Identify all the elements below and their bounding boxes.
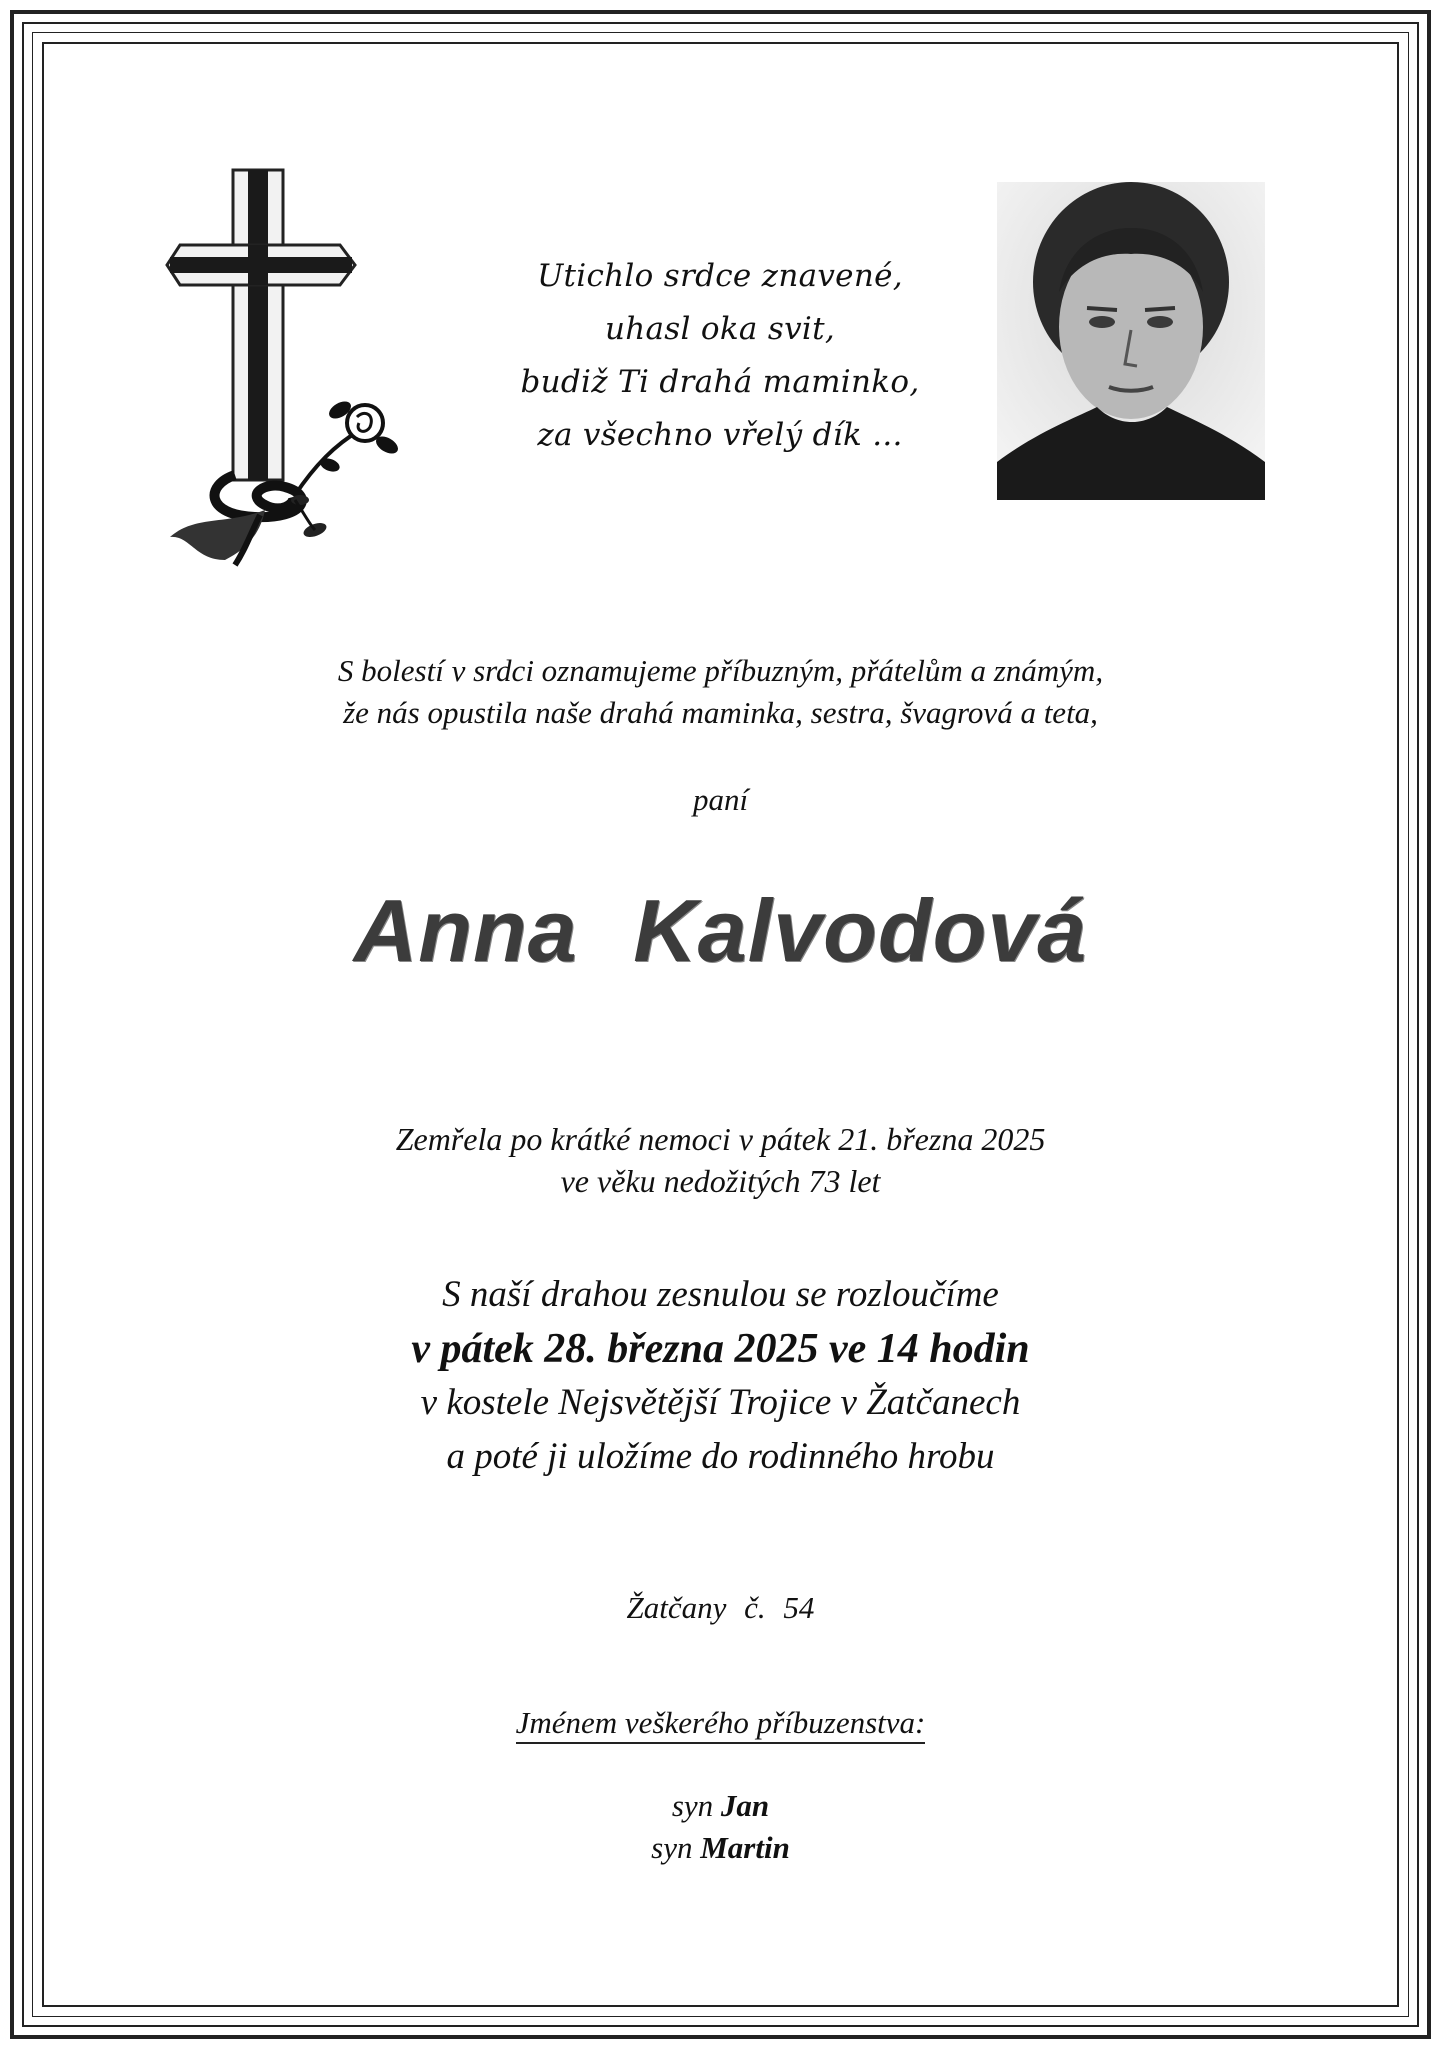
- deceased-name: Anna Kalvodová: [353, 881, 1088, 980]
- poem: [440, 250, 1000, 462]
- intro-line-2: že nás opustila naše drahá maminka, sestra, švagrová a teta,: [343, 695, 1098, 730]
- signers-list: [0, 1785, 1441, 1869]
- address: Žatčany č. 54: [626, 1590, 815, 1625]
- cross-with-rose-icon: [165, 165, 415, 575]
- ceremony-date: v pátek 28. března 2025 ve 14 hodin: [411, 1326, 1030, 1372]
- poem-line: Utichlo srdce znavené,: [537, 258, 903, 294]
- signer-relation: syn: [651, 1830, 693, 1865]
- death-line-1: Zemřela po krátké nemoci v pátek 21. března 2025: [395, 1121, 1046, 1157]
- ceremony-info: [0, 1268, 1441, 1484]
- signer: [0, 1827, 1441, 1869]
- death-info: [0, 1118, 1441, 1202]
- ceremony-burial: a poté ji uložíme do rodinného hrobu: [446, 1436, 995, 1477]
- poem-line: uhasl oka svit,: [604, 311, 836, 347]
- signer-name: Jan: [720, 1788, 770, 1823]
- signer-relation: syn: [671, 1788, 714, 1823]
- signer-name: Martin: [700, 1830, 790, 1865]
- ceremony-line-1: S naší drahou zesnulou se rozloučíme: [442, 1274, 999, 1315]
- portrait-photo: [997, 182, 1265, 500]
- on-behalf-heading: [0, 1705, 1441, 1741]
- announcement-intro: [0, 650, 1441, 734]
- title-word: paní: [692, 782, 749, 817]
- on-behalf-text: Jménem veškerého příbuzenstva:: [516, 1705, 926, 1744]
- intro-line-1: S bolestí v srdci oznamujeme příbuzným, přátelům a známým,: [337, 653, 1104, 688]
- poem-line: za všechno vřelý dík ...: [537, 417, 903, 453]
- signer: [0, 1785, 1441, 1827]
- poem-line: budiž Ti drahá maminko,: [520, 364, 920, 400]
- ceremony-place: v kostele Nejsvětější Trojice v Žatčanech: [420, 1382, 1021, 1423]
- death-line-2: ve věku nedožitých 73 let: [560, 1163, 881, 1199]
